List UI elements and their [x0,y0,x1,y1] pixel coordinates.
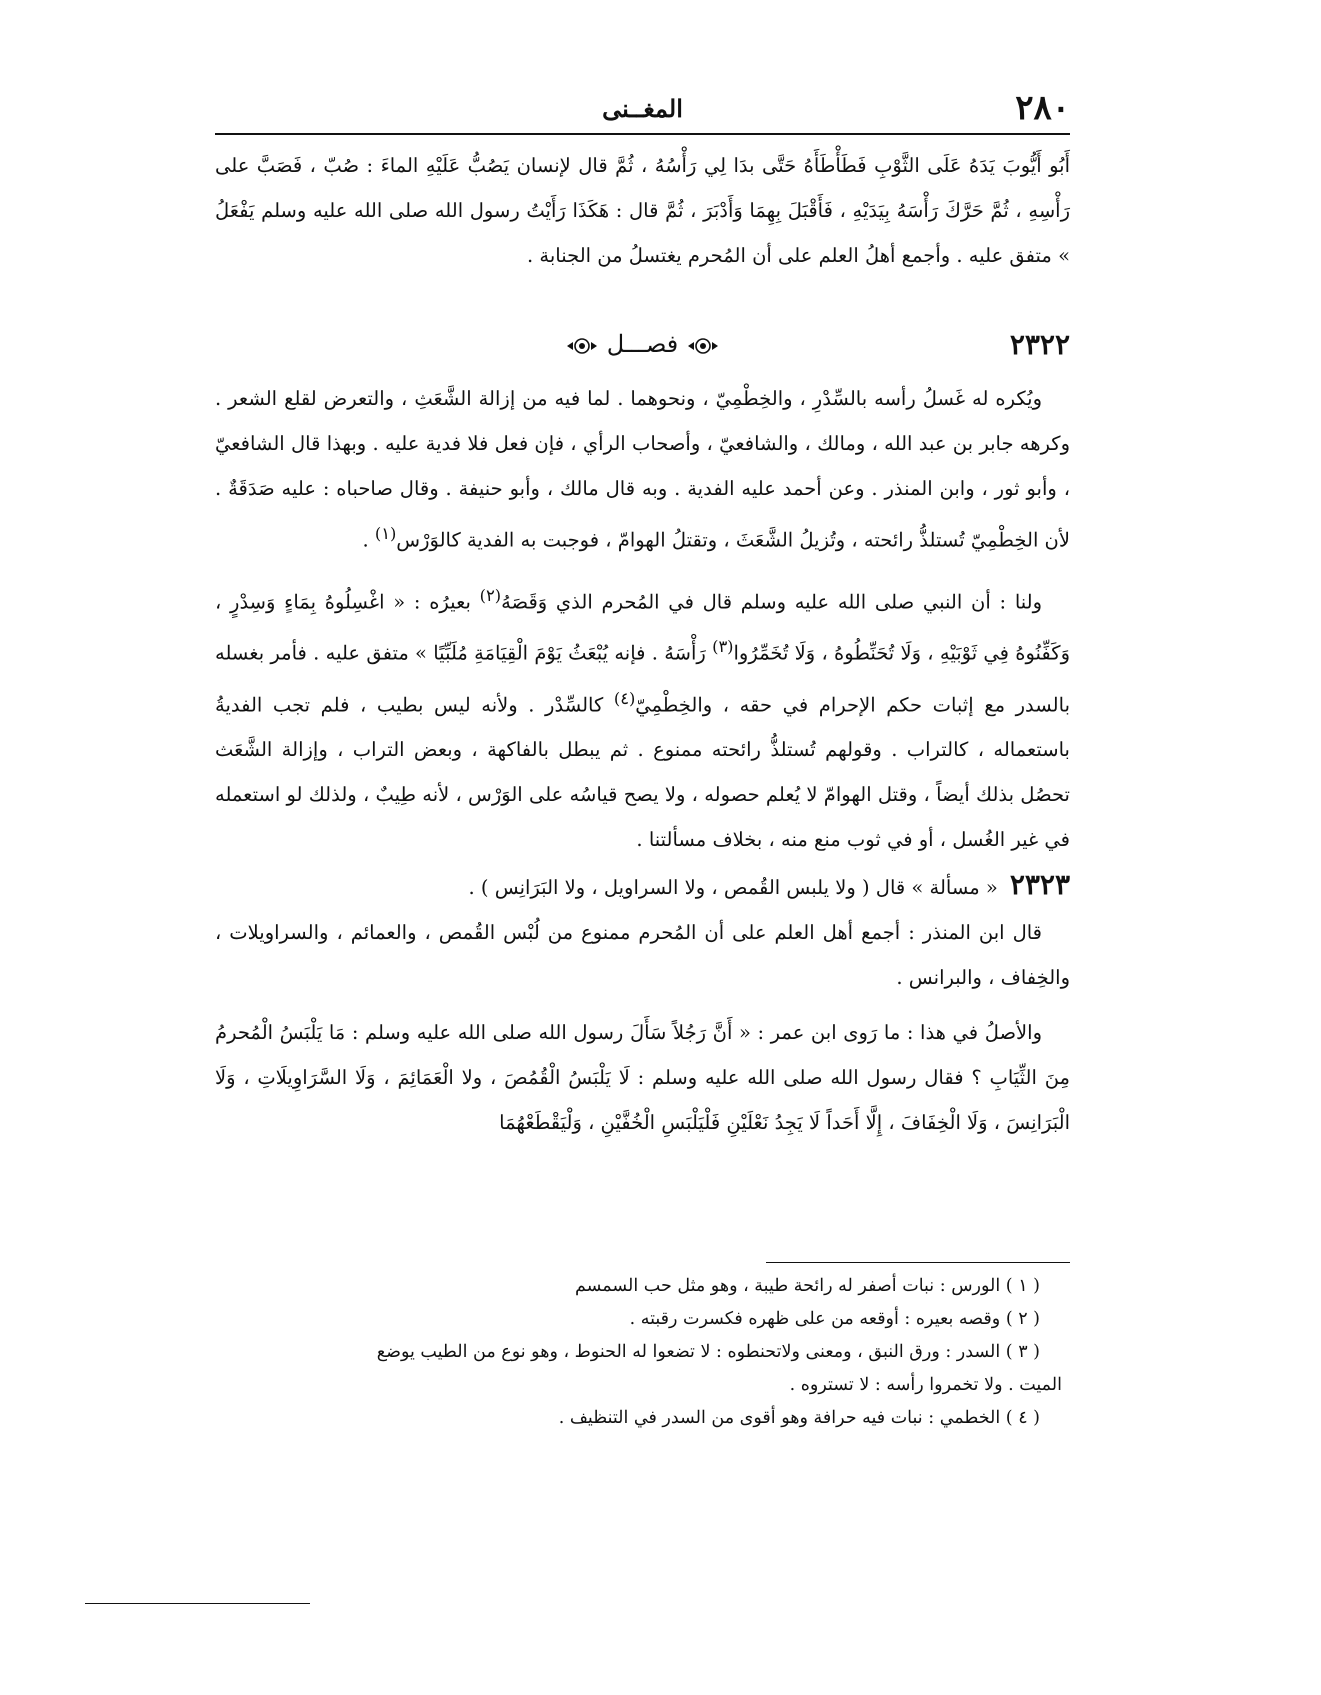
running-title: المغــنى [602,94,683,123]
footnote-4: ( ٤ ) الخطمي : نبات فيه حرافة وهو أقوى من السدر في التنظيف . [558,1408,1040,1428]
ornament-icon [686,336,720,356]
paragraph-text: . [362,528,375,552]
footnote-ref: (٤) [613,688,636,708]
footnote-ref: (١) [374,524,397,543]
page-number: ٢٨٠ [1015,88,1070,128]
footnote-2: ( ٢ ) وقصه بعيره : أوقعه من على ظهره فكسرت رقبته . [629,1309,1040,1329]
paragraph-text: ويُكره له غَسلُ رأسه بالسِّدْرِ ، والخِطْمِيّ ، ونحوهما . لما فيه من إزالة الشَّعَثِ ، والتعرض لقلع الشعر . وكرهه جابر بن عبد الله ، ومالك ، والشافعيّ ، وأصحاب الرأي ، فإن فعل فلا فدية عليه . وبهذا قال الشافعيّ ، وأبو ثور ، وابن المنذر . وعن أحمد عليه الفدية . وبه قال مالك ، وأبو حنيفة . وقال صاحباه : عليه صَدَقَةٌ . لأن الخِطْمِيّ تُستلذُّ رائحته ، وتُزيلُ الشَّعَثَ ، وتقتلُ الهوامّ ، فوجبت به الفدية كالوَرْس [215,387,1070,552]
paragraph-text: والأصلُ في هذا : ما رَوى ابن عمر : « أَنَّ رَجُلاً سَأَلَ رسول الله صلى الله عليه وسلم : مَا يَلْبَسُ الْمُحرمُ مِنَ الثِّيَابِ ؟ فقال رسول الله صلى الله عليه وسلم : لَا يَلْبَسُ الْقُمُصَ ، ولا الْعَمَائِمَ ، وَلَا السَّرَاوِيلَاتِ ، وَلَا الْبَرَانِسَ ، وَلَا الْخِفَافَ ، إِلَّا أَحَداً لَا يَجِدُ نَعْلَيْنِ فَلْيَلْبَسِ الْخُفَّيْنِ ، وَلْيَقْطَعْهُمَا [215,1021,1070,1134]
ornament-icon [565,336,599,356]
footnotes [215,1270,1070,1435]
paragraph-text: بعيرُه : « اغْسِلُوهُ بِمَاءٍ وَسِدْرٍ ، وَكَفِّنُوهُ فِي ثَوْبَيْهِ ، وَلَا تُحَنِّطُوهُ ، وَلَا تُخَمِّرُوا [215,590,1070,665]
paragraph-text: قال ابن المنذر : أجمع أهل العلم على أن المُحرم ممنوع من لُبْس القُمص ، والعمائم ، والسراويلات ، والخِفاف ، والبرانس . [215,921,1070,989]
masala-text: « مسألة » قال ( ولا يلبس القُمص ، ولا السراويل ، ولا البَرَانِس ) . [468,876,998,899]
masala-number: ٢٣٢٣ [1009,868,1070,901]
paragraph-asl [215,1010,1070,1145]
paragraph-khatmi [215,376,1070,563]
footnote-3-continued: الميت . ولا تخمروا رأسه : لا تستروه . [789,1375,1062,1395]
section-title-row [215,330,1070,358]
paragraph-text: رَأْسَهُ . فإنه يُبْعَثُ يَوْمَ الْقِيَامَةِ مُلَبِّيًا » متفق عليه . فأمر بغسله بالسدر مع إثبات حكم الإحرام في حقه ، والخِطْمِيّ [215,641,1070,716]
paragraph-text: كالسِّدْر . ولأنه ليس بطيب ، فلم تجب الفديةُ باستعماله ، كالتراب . وقولهم تُستلذُّ رائحته ممنوع . ثم يبطل بالفاكهة ، وبعض التراب ، وإزالة الشَّعَث تحصُل بذلك أيضاً ، وقتل الهوامّ لا يُعلم حصوله ، ولا يصح قياسُه على الوَرْس ، لأنه طِيبٌ ، ولذلك لو استعمله في غير الغُسل ، أو في ثوب منع منه ، بخلاف مسألتنا . [215,693,1070,851]
paragraph-evidence [215,573,1070,863]
section-heading [215,328,1070,368]
paragraph-text: أَبُو أَيُّوبَ يَدَهُ عَلَى الثَّوْبِ فَطَأْطَأَهُ حَتَّى بدَا لِي رَأْسُهُ ، ثُمَّ قال لإنسان يَصُبُّ عَلَيْهِ الماءَ : صُبّ ، فَصَبَّ على رَأْسِهِ ، ثُمَّ حَرَّكَ رَأْسَهُ بِيَدَيْهِ ، فَأَقْبَلَ بِهِمَا وَأَدْبَرَ ، ثُمَّ قال : هَكَذَا رَأَيْتُ رسول الله صلى الله عليه وسلم يَفْعَلُ » متفق عليه . وأجمع أهلُ العلم على أن المُحرم يغتسلُ من الجنابة . [215,154,1070,267]
main-body [215,376,1070,1145]
footnote-3: ( ٣ ) السدر : ورق النبق ، ومعنى ولاتحنطوه : لا تضعوا له الحنوط ، وهو نوع من الطيب يوضع [376,1342,1040,1362]
paragraph-text: ولنا : أن النبي صلى الله عليه وسلم قال في المُحرم الذي وَقَصَهُ [501,590,1042,613]
paragraph-ijma [215,910,1070,1000]
masala-heading [215,862,1070,910]
footnote-ref: (٢) [479,585,502,605]
bottom-rule [85,1603,310,1604]
page-header [215,88,1070,128]
paragraph-hadith-end [215,143,1070,278]
footnote-ref: (٣) [712,637,734,656]
footnote-rule [766,1262,1070,1263]
section-number: ٢٣٢٢ [1009,328,1070,361]
section-title: فصـــل [606,330,679,358]
header-rule [215,133,1070,135]
footnote-1: ( ١ ) الورس : نبات أصفر له رائحة طيبة ، وهو مثل حب السمسم [575,1276,1040,1296]
